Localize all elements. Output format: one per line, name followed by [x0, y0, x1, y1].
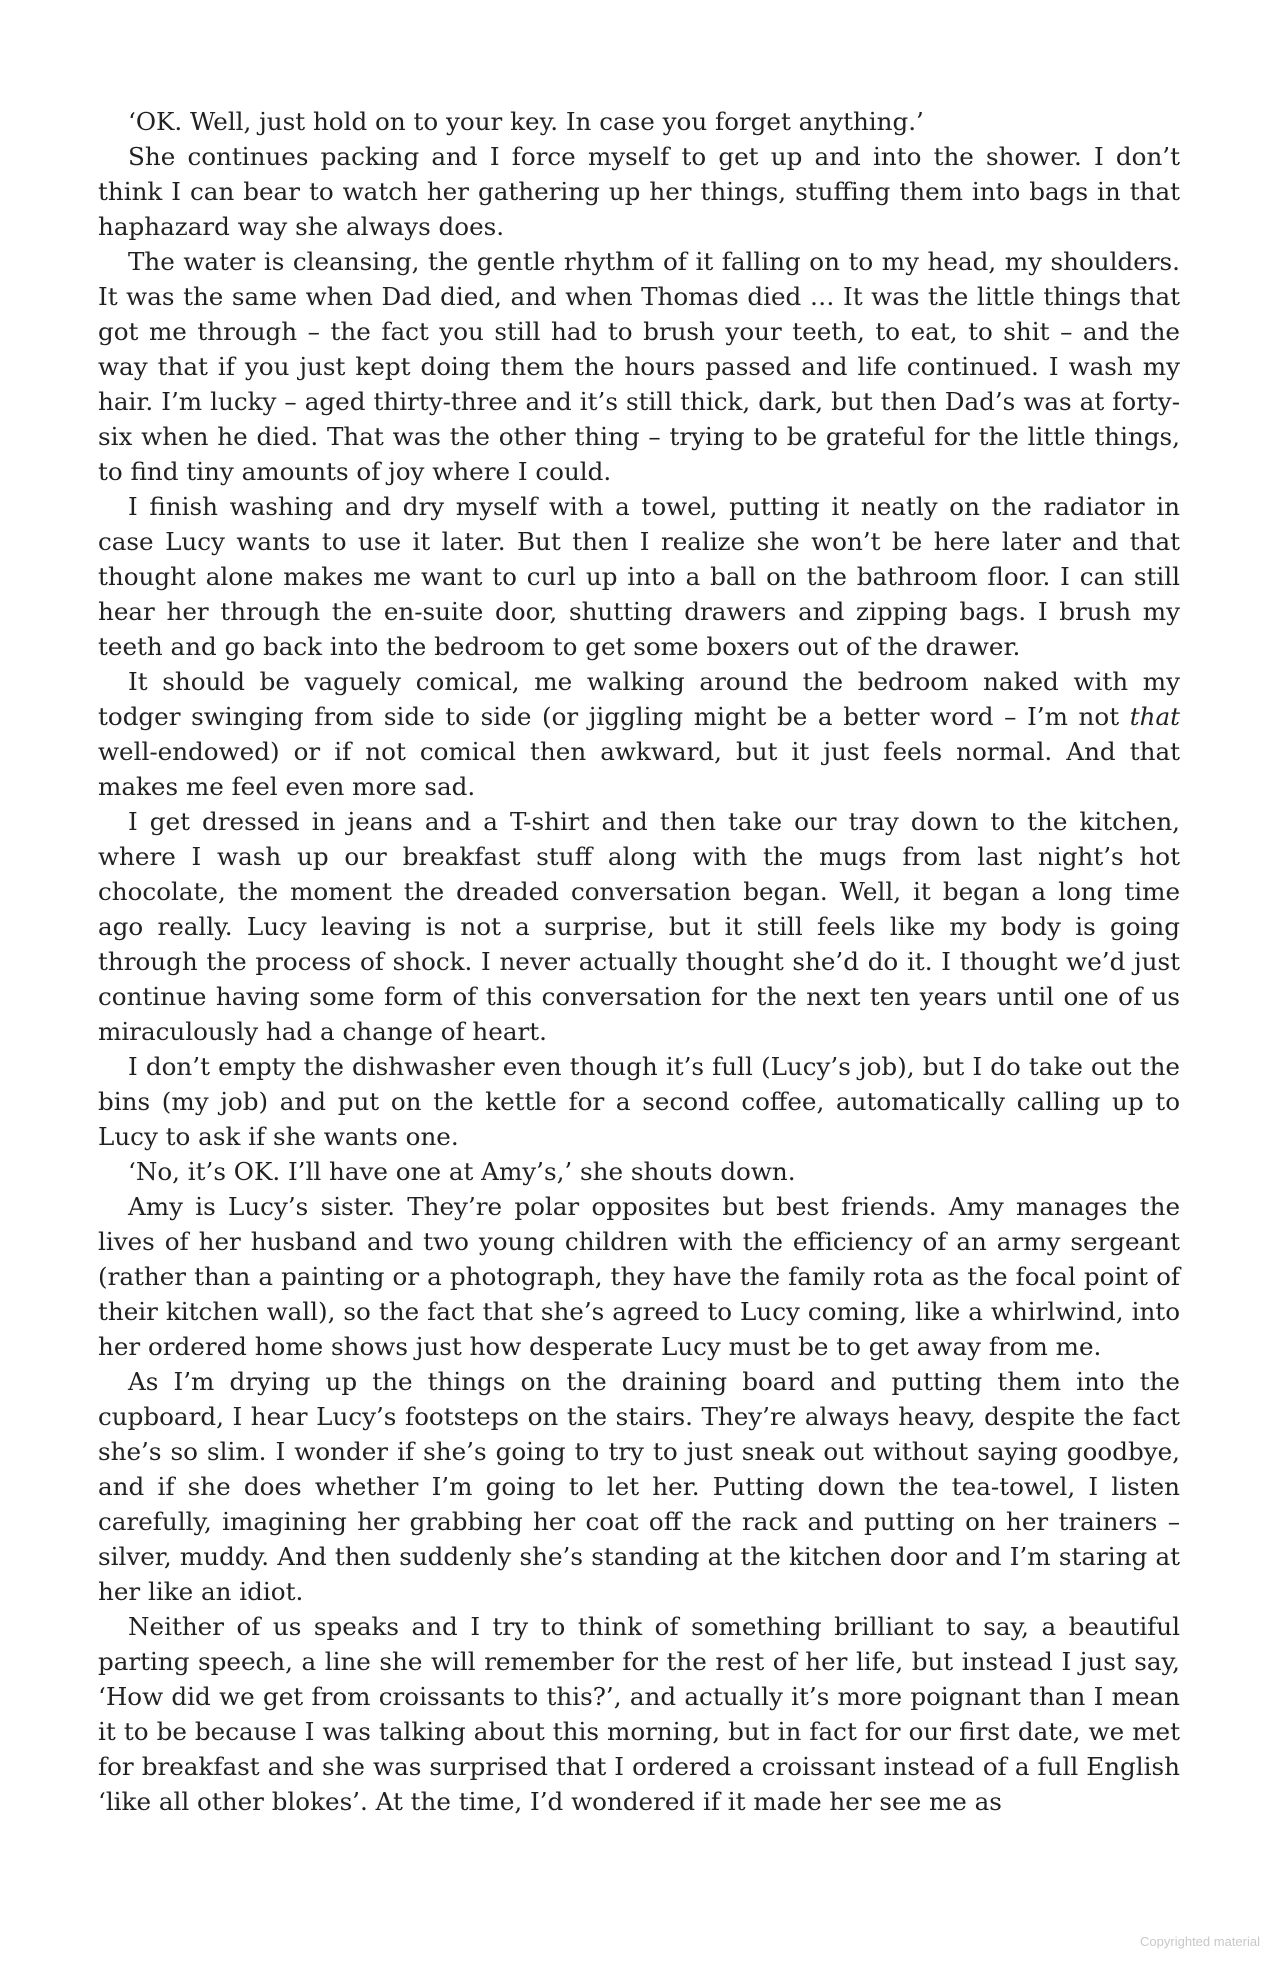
paragraph-9: Amy is Lucy’s sister. They’re polar opposites but best friends. Amy manages the lives of her husband and two young children with the efficiency of an army sergeant (rather than a painting or a photograph, they have the family rota as the focal point of their kitchen wall), so the fact that she’s agreed to Lucy coming, like a whirlwind, into her ordered home shows just how desperate Lucy must be to get away from me.	[98, 1192, 1180, 1361]
paragraph-5-after: well-endowed) or if not comical then awkward, but it just feels normal. And that makes me feel even more sad.	[98, 737, 1180, 801]
paragraph-5-emphasis: that	[1129, 702, 1180, 731]
book-page-body	[98, 104, 1180, 1819]
copyright-watermark: Copyrighted material	[1140, 1934, 1260, 1949]
paragraph-10: As I’m drying up the things on the draining board and putting them into the cupboard, I hear Lucy’s footsteps on the stairs. They’re always heavy, despite the fact she’s so slim. I wonder if she’s going to try to just sneak out without saying goodbye, and if she does whether I’m going to let her. Putting down the tea-towel, I listen carefully, imagining her grabbing her coat off the rack and putting on her trainers – silver, muddy. And then suddenly she’s standing at the kitchen door and I’m staring at her like an idiot.	[98, 1367, 1180, 1606]
paragraph-5-before: It should be vaguely comical, me walking around the bedroom naked with my todger swinging from side to side (or jiggling might be a better word – I’m not	[98, 667, 1180, 731]
paragraph-1: ‘OK. Well, just hold on to your key. In case you forget anything.’	[128, 107, 924, 136]
paragraph-2: She continues packing and I force myself to get up and into the shower. I don’t think I can bear to watch her gathering up her things, stuffing them into bags in that haphazard way she always does.	[98, 142, 1180, 241]
paragraph-3: The water is cleansing, the gentle rhythm of it falling on to my head, my shoulders. It was the same when Dad died, and when Thomas died … It was the little things that got me through – the fact you still had to brush your teeth, to eat, to shit – and the way that if you just kept doing them the hours passed and life continued. I wash my hair. I’m lucky – aged thirty-three and it’s still thick, dark, but then Dad’s was at forty-six when he died. That was the other thing – trying to be grateful for the little things, to find tiny amounts of joy where I could.	[98, 247, 1180, 486]
paragraph-7: I don’t empty the dishwasher even though it’s full (Lucy’s job), but I do take out the bins (my job) and put on the kettle for a second coffee, automatically calling up to Lucy to ask if she wants one.	[98, 1052, 1180, 1151]
paragraph-6: I get dressed in jeans and a T-shirt and then take our tray down to the kitchen, where I wash up our breakfast stuff along with the mugs from last night’s hot chocolate, the moment the dreaded conversation began. Well, it began a long time ago really. Lucy leaving is not a surprise, but it still feels like my body is going through the process of shock. I never actually thought she’d do it. I thought we’d just continue having some form of this conversation for the next ten years until one of us miraculously had a change of heart.	[98, 807, 1180, 1046]
paragraph-8: ‘No, it’s OK. I’ll have one at Amy’s,’ she shouts down.	[128, 1157, 796, 1186]
paragraph-4: I finish washing and dry myself with a towel, putting it neatly on the radiator in case Lucy wants to use it later. But then I realize she won’t be here later and that thought alone makes me want to curl up into a ball on the bathroom floor. I can still hear her through the en-suite door, shutting drawers and zipping bags. I brush my teeth and go back into the bedroom to get some boxers out of the drawer.	[98, 492, 1180, 661]
paragraph-5	[98, 664, 1180, 804]
paragraph-11: Neither of us speaks and I try to think of something brilliant to say, a beautiful parting speech, a line she will remember for the rest of her life, but instead I just say, ‘How did we get from croissants to this?’, and actually it’s more poignant than I mean it to be because I was talking about this morning, but in fact for our first date, we met for breakfast and she was surprised that I ordered a croissant instead of a full English ‘like all other blokes’. At the time, I’d wondered if it made her see me as	[98, 1612, 1180, 1816]
